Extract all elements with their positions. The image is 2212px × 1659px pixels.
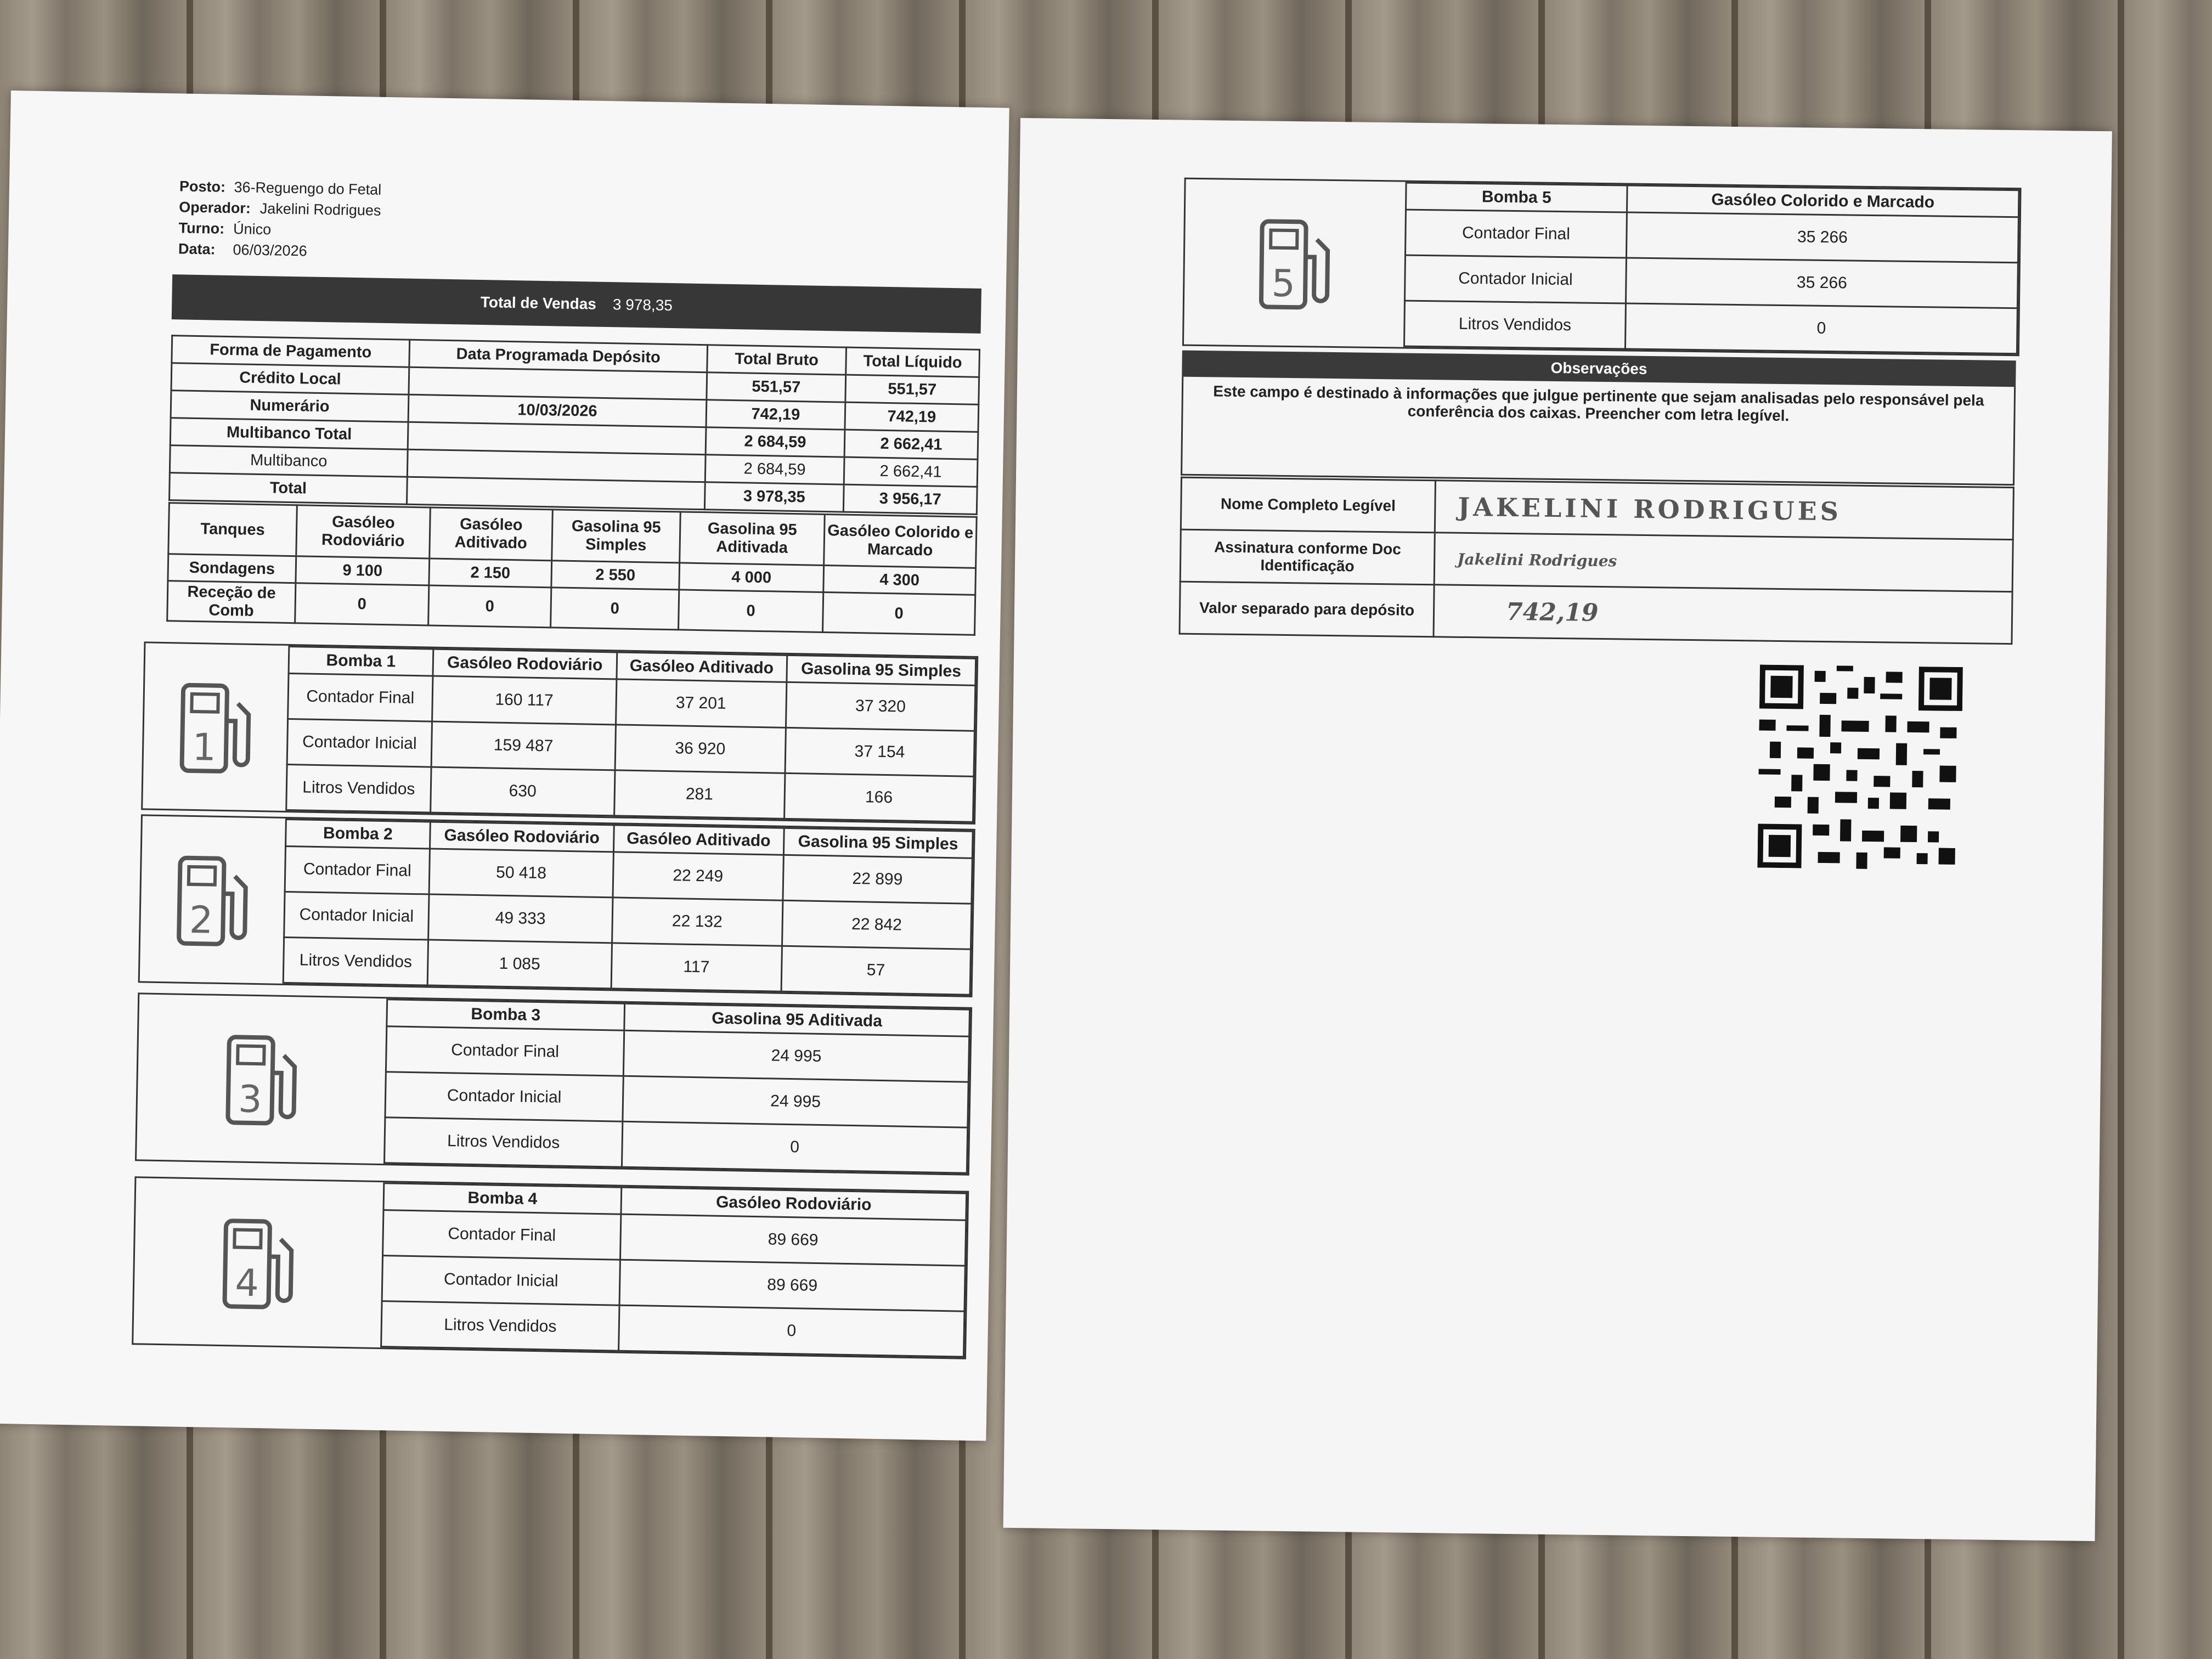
cell: 117: [611, 943, 782, 991]
total-sales-value: 3 978,35: [612, 296, 673, 314]
pump-icon-cell: [140, 817, 286, 983]
col-header: Gasóleo Rodoviário: [430, 822, 613, 852]
turno-value: Único: [233, 221, 272, 238]
cell: 49 333: [428, 894, 613, 943]
cell: 9 100: [296, 556, 430, 585]
fuel-pump-icon: [1239, 207, 1350, 318]
svg-text:3: 3: [238, 1077, 263, 1121]
row-label: Litros Vendidos: [286, 764, 431, 812]
cell: 22 132: [612, 898, 782, 946]
col-header: Gasolina 95 Aditivada: [680, 512, 825, 566]
svg-text:1: 1: [191, 725, 217, 770]
cell: 2 150: [429, 558, 552, 588]
cell: 551,57: [707, 373, 846, 402]
col-header: Gasóleo Rodoviário: [621, 1187, 967, 1220]
col-header: Gasolina 95 Simples: [786, 655, 975, 685]
pump-4-block: [132, 1176, 969, 1359]
cell: 3 956,17: [843, 484, 977, 514]
observations-title: Observações: [1182, 351, 2016, 387]
col-header: Gasolina 95 Aditivada: [624, 1003, 970, 1036]
pump-5-block: [1182, 178, 2022, 357]
pump-3-block: [135, 992, 972, 1175]
col-header: Data Programada Depósito: [409, 340, 708, 372]
row-label: Contador Final: [1405, 210, 1627, 258]
row-label: Contador Final: [288, 673, 433, 721]
operador-value: Jakelini Rodrigues: [259, 200, 381, 219]
pump-name: Bomba 3: [387, 1000, 625, 1031]
station-header: [178, 176, 382, 262]
total-sales-bar: [172, 274, 981, 334]
cell: 0: [622, 1121, 967, 1173]
data-value: 06/03/2026: [233, 241, 307, 259]
payments-table: [168, 335, 980, 515]
row-label: Contador Final: [383, 1210, 621, 1260]
cell: 166: [784, 773, 974, 822]
cell: Crédito Local: [171, 363, 409, 395]
cell: Multibanco: [170, 445, 408, 477]
cell: 24 995: [623, 1030, 969, 1082]
cell: 89 669: [620, 1214, 966, 1266]
col-header: Gasóleo Aditivado: [430, 507, 553, 561]
cell: 2 550: [551, 561, 680, 590]
cell: 0: [679, 590, 823, 633]
svg-text:2: 2: [189, 898, 213, 943]
col-header: Gasóleo Aditivado: [613, 825, 784, 855]
cell: 742,19: [845, 402, 979, 432]
pump-1-block: [141, 641, 978, 824]
pump-name: Bomba 2: [286, 819, 431, 849]
col-header: Gasolina 95 Simples: [783, 828, 973, 858]
col-header: Gasóleo Colorido e Marcado: [824, 515, 977, 568]
cell: 630: [431, 767, 615, 816]
operador-label: Operador:: [179, 199, 251, 217]
cell: 0: [619, 1305, 964, 1357]
pump-icon-cell: [137, 995, 387, 1163]
row-label: Contador Final: [285, 846, 430, 894]
signature-handwritten: Jakelini Rodrigues: [1434, 533, 2013, 592]
fuel-pump-icon: [202, 1207, 314, 1318]
pump-name: Bomba 5: [1406, 183, 1628, 212]
row-label: Contador Final: [386, 1026, 624, 1076]
col-header: Gasóleo Rodoviário: [433, 649, 617, 679]
fuel-pump-icon: [160, 671, 271, 782]
tanks-table: [166, 502, 978, 636]
svg-text:4: 4: [234, 1261, 259, 1305]
cell: 551,57: [845, 375, 979, 404]
cell: 2 684,59: [705, 455, 844, 484]
pump-icon-cell: [1184, 180, 1406, 346]
cell: 35 266: [1626, 258, 2018, 308]
pump-name: Bomba 4: [383, 1183, 622, 1215]
col-header: Forma de Pagamento: [172, 336, 410, 368]
observations-text: Este campo é destinado à informações que julgue pertinente que sejam analisadas pelo responsável pela conferência dos caixas. Preencher com letra legível.: [1181, 377, 2016, 486]
table-row: [1180, 529, 2013, 592]
col-header: Gasolina 95 Simples: [552, 510, 681, 563]
cell: 0: [551, 588, 679, 630]
cell: 22 899: [782, 855, 972, 904]
cell: 2 662,41: [844, 430, 978, 459]
row-label: Litros Vendidos: [381, 1301, 619, 1351]
posto-label: Posto:: [179, 178, 226, 195]
qr-code: [1757, 665, 1962, 870]
cell: 159 487: [431, 721, 616, 770]
signature-table: [1179, 477, 2015, 645]
cell: 0: [822, 592, 975, 635]
col-header: Total Bruto: [707, 345, 847, 375]
cell: 0: [428, 585, 551, 628]
row-label: Contador Inicial: [284, 891, 429, 940]
cell: 50 418: [429, 849, 613, 898]
cell: Multibanco Total: [170, 418, 408, 450]
cell: 160 117: [432, 676, 617, 725]
cell: Total: [170, 473, 408, 505]
cell: Receção de Comb: [167, 581, 296, 623]
cell: 37 201: [616, 679, 786, 727]
cell: 22 249: [613, 852, 783, 900]
cell: 37 320: [786, 682, 975, 731]
col-header: Gasóleo Rodoviário: [296, 505, 431, 558]
cell: 4 000: [679, 563, 824, 592]
table-row: [1181, 477, 2013, 540]
cell: Numerário: [171, 391, 409, 422]
cell: 37 154: [785, 727, 975, 776]
col-header: Gasóleo Colorido e Marcado: [1627, 185, 2019, 217]
cell: 0: [295, 583, 429, 625]
cell: 3 978,35: [704, 482, 844, 512]
cell: 2 662,41: [844, 457, 978, 487]
col-header: Total Líquido: [846, 347, 980, 377]
data-label: Data:: [178, 240, 216, 258]
cell: 2 684,59: [706, 427, 845, 457]
table-row: [1180, 582, 2012, 644]
cell: 0: [1625, 303, 2017, 354]
valor-label: Valor separado para depósito: [1180, 582, 1434, 637]
cell: 1 085: [427, 940, 612, 989]
cell: 36 920: [615, 725, 786, 773]
col-header: Tanques: [168, 503, 297, 556]
pump-name: Bomba 1: [289, 647, 433, 676]
nome-handwritten: JAKELINI RODRIGUES: [1435, 481, 2013, 540]
nome-label: Nome Completo Legível: [1181, 477, 1435, 533]
row-label: Contador Inicial: [382, 1256, 620, 1306]
svg-text:5: 5: [1271, 262, 1296, 306]
cell: 10/03/2026: [408, 394, 707, 427]
col-header: Gasóleo Aditivado: [617, 652, 787, 682]
row-label: Litros Vendidos: [384, 1118, 622, 1167]
turno-label: Turno:: [178, 219, 225, 237]
cell: 4 300: [823, 565, 976, 595]
row-label: Litros Vendidos: [283, 937, 428, 985]
report-page-right: [1003, 118, 2112, 1541]
total-sales-label: Total de Vendas: [480, 293, 597, 313]
cell: [407, 477, 705, 509]
pump-2-block: [138, 814, 975, 997]
observations-box: [1181, 351, 2016, 486]
valor-handwritten: 742,19: [1434, 585, 2012, 644]
row-label: Contador Inicial: [1404, 255, 1626, 303]
cell: 742,19: [706, 400, 845, 430]
report-page-left: [0, 91, 1009, 1441]
cell: Sondagens: [168, 554, 296, 583]
row-label: Contador Inicial: [385, 1072, 623, 1122]
fuel-pump-icon: [206, 1023, 317, 1135]
assinatura-label: Assinatura conforme Doc Identificação: [1180, 529, 1435, 585]
pump-icon-cell: [133, 1179, 384, 1347]
cell: 89 669: [619, 1260, 965, 1311]
row-label: Contador Inicial: [287, 719, 432, 767]
row-label: Litros Vendidos: [1404, 301, 1626, 349]
cell: 22 842: [782, 900, 972, 949]
fuel-pump-icon: [157, 844, 268, 955]
posto-value: 36-Reguengo do Fetal: [234, 179, 382, 198]
cell: 281: [614, 770, 785, 819]
cell: 57: [781, 946, 971, 995]
cell: 35 266: [1626, 212, 2018, 263]
pump-icon-cell: [143, 644, 289, 810]
cell: 24 995: [623, 1076, 968, 1127]
